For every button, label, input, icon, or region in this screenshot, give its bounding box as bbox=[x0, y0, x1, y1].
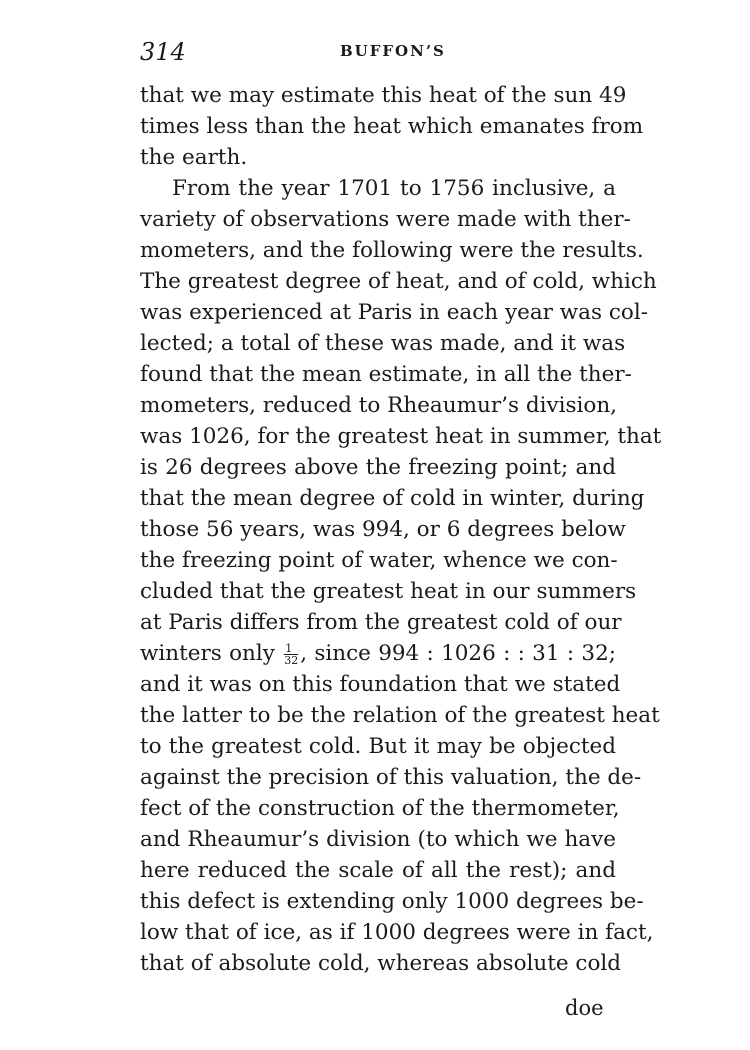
fraction-denominator: 32 bbox=[284, 653, 299, 667]
text-line: low that of ice, as if 1000 degrees were in fact, bbox=[140, 920, 654, 945]
text-line: against the precision of this valuation, the de- bbox=[140, 765, 642, 790]
fraction bbox=[284, 643, 298, 666]
text-line: this defect is extending only 1000 degrees be- bbox=[140, 889, 644, 914]
fraction-numerator: 1 bbox=[284, 643, 298, 655]
fraction-line-after: , since 994 : 1026 : : 31 : 32; bbox=[300, 641, 616, 666]
fraction-text-line bbox=[140, 638, 616, 669]
text-line: the latter to be the relation of the greatest heat bbox=[140, 703, 660, 728]
text-line: the earth. bbox=[140, 145, 248, 170]
text-line: lected; a total of these was made, and it was bbox=[140, 331, 626, 356]
page-number: 314 bbox=[140, 38, 186, 66]
text-line: is 26 degrees above the freezing point; and bbox=[140, 455, 616, 480]
text-line: times less than the heat which emanates from bbox=[140, 114, 644, 139]
text-line: variety of observations were made with ther- bbox=[140, 207, 631, 232]
text-line: and it was on this foundation that we stated bbox=[140, 672, 621, 697]
text-line: found that the mean estimate, in all the ther- bbox=[140, 362, 632, 387]
text-line: cluded that the greatest heat in our summers bbox=[140, 579, 637, 604]
text-line: those 56 years, was 994, or 6 degrees below bbox=[140, 517, 626, 542]
text-line: was experienced at Paris in each year was col- bbox=[140, 300, 648, 325]
text-line: mometers, and the following were the results. bbox=[140, 238, 644, 263]
text-line: was 1026, for the greatest heat in summer, that bbox=[140, 424, 662, 449]
text-line: and Rheaumur’s division (to which we have bbox=[140, 827, 616, 852]
text-line: here reduced the scale of all the rest); and bbox=[140, 858, 616, 883]
body-text bbox=[140, 80, 662, 979]
fraction-line-before: winters only bbox=[140, 641, 275, 666]
text-line: that we may estimate this heat of the sun 49 bbox=[140, 83, 627, 108]
text-line: fect of the construction of the thermometer, bbox=[140, 796, 620, 821]
text-line: to the greatest cold. But it may be objected bbox=[140, 734, 616, 759]
text-line: that the mean degree of cold in winter, during bbox=[140, 486, 645, 511]
page-header bbox=[140, 38, 616, 74]
running-head: BUFFON’S bbox=[340, 42, 446, 60]
text-line: the freezing point of water, whence we con- bbox=[140, 548, 618, 573]
catchword: doe bbox=[565, 996, 604, 1020]
text-line: mometers, reduced to Rheaumur’s division, bbox=[140, 393, 618, 418]
text-line: at Paris differs from the greatest cold of our bbox=[140, 610, 622, 635]
text-line: that of absolute cold, whereas absolute cold bbox=[140, 951, 622, 976]
text-line: From the year 1701 to 1756 inclusive, a bbox=[172, 176, 616, 201]
text-line: The greatest degree of heat, and of cold, which bbox=[140, 269, 657, 294]
